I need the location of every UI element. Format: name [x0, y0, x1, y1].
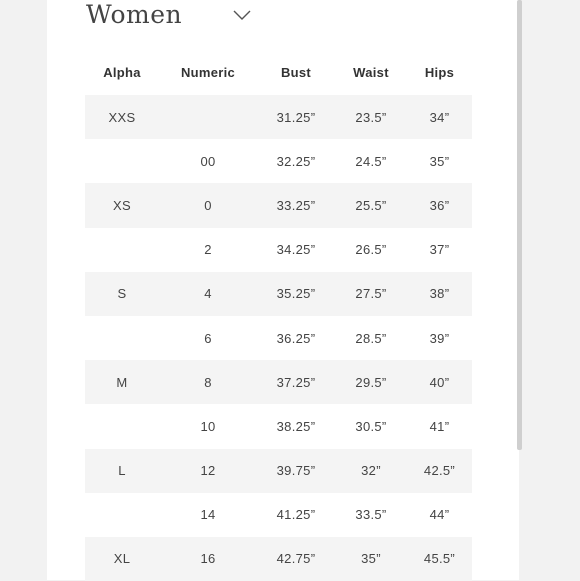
cell-numeric: 14	[200, 507, 216, 523]
scrollbar[interactable]	[517, 0, 522, 450]
cell-hips: 45.5”	[407, 537, 472, 581]
cell-alpha: L	[85, 449, 159, 493]
cell-waist: 35”	[335, 537, 407, 581]
cell-numeric: 00	[200, 153, 216, 169]
cell-numeric: 8	[159, 360, 257, 404]
cell-numeric: 16	[159, 537, 257, 581]
cell-waist: 23.5”	[335, 95, 407, 139]
size-table	[85, 50, 472, 581]
cell-hips: 41”	[429, 418, 450, 434]
cell-alpha	[85, 404, 159, 448]
cell-hips: 38”	[407, 272, 472, 316]
table-row	[85, 228, 472, 272]
cell-numeric: 10	[200, 418, 216, 434]
cell-hips: 35”	[429, 153, 450, 169]
cell-numeric: 4	[159, 272, 257, 316]
table-row	[85, 95, 472, 139]
cell-hips: 39”	[429, 330, 450, 346]
cell-bust: 38.25”	[276, 418, 316, 434]
cell-waist: 26.5”	[355, 242, 387, 258]
cell-bust: 41.25”	[276, 507, 316, 523]
cell-numeric: 2	[204, 242, 212, 258]
cell-alpha	[85, 139, 159, 183]
table-row	[85, 404, 472, 448]
cell-bust: 31.25”	[257, 95, 335, 139]
cell-hips: 40”	[407, 360, 472, 404]
table-row	[85, 272, 472, 316]
cell-numeric: 6	[204, 330, 212, 346]
cell-waist: 25.5”	[335, 183, 407, 227]
table-row	[85, 537, 472, 581]
cell-hips: 36”	[407, 183, 472, 227]
cell-numeric	[159, 95, 257, 139]
cell-bust: 37.25”	[257, 360, 335, 404]
column-header-bust: Bust	[280, 65, 312, 80]
chevron-down-icon[interactable]	[233, 9, 251, 21]
cell-alpha: XS	[85, 183, 159, 227]
cell-bust: 35.25”	[257, 272, 335, 316]
table-header-row	[85, 50, 472, 95]
cell-alpha: XL	[85, 537, 159, 581]
column-header-waist: Waist	[353, 65, 389, 80]
cell-numeric: 0	[159, 183, 257, 227]
cell-alpha	[85, 493, 159, 537]
table-row	[85, 360, 472, 404]
cell-bust: 33.25”	[257, 183, 335, 227]
cell-waist: 29.5”	[335, 360, 407, 404]
column-header-numeric: Numeric	[180, 65, 236, 80]
cell-bust: 36.25”	[276, 330, 316, 346]
cell-waist: 33.5”	[355, 507, 387, 523]
cell-hips: 34”	[407, 95, 472, 139]
cell-hips: 44”	[429, 507, 450, 523]
cell-bust: 34.25”	[276, 242, 316, 258]
cell-waist: 30.5”	[355, 418, 387, 434]
cell-waist: 27.5”	[335, 272, 407, 316]
cell-alpha: M	[85, 360, 159, 404]
cell-alpha	[85, 316, 159, 360]
cell-bust: 42.75”	[257, 537, 335, 581]
table-row	[85, 449, 472, 493]
column-header-hips: Hips	[424, 65, 455, 80]
cell-alpha: XXS	[85, 95, 159, 139]
table-row	[85, 493, 472, 537]
cell-bust: 39.75”	[257, 449, 335, 493]
cell-bust: 32.25”	[276, 153, 316, 169]
category-dropdown[interactable]	[86, 0, 182, 34]
table-row	[85, 139, 472, 183]
cell-numeric: 12	[159, 449, 257, 493]
cell-alpha: S	[85, 272, 159, 316]
table-row	[85, 316, 472, 360]
cell-waist: 24.5”	[355, 153, 387, 169]
cell-waist: 32”	[335, 449, 407, 493]
cell-hips: 37”	[429, 242, 450, 258]
cell-waist: 28.5”	[355, 330, 387, 346]
category-title: Women	[86, 0, 183, 29]
cell-hips: 42.5”	[407, 449, 472, 493]
cell-alpha	[85, 228, 159, 272]
table-row	[85, 183, 472, 227]
column-header-alpha: Alpha	[103, 65, 141, 80]
